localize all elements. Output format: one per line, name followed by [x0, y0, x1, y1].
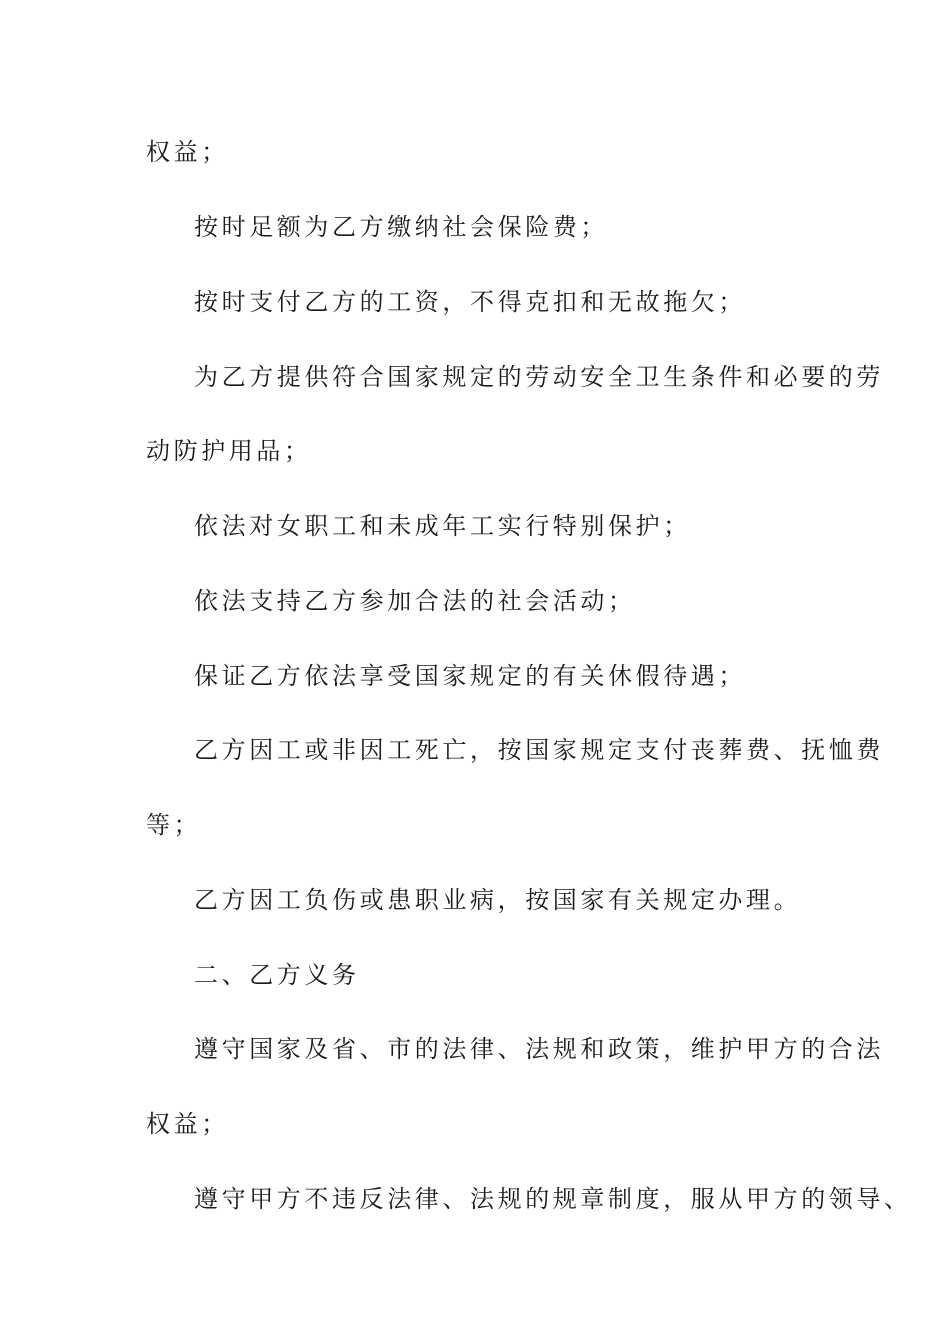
text-line-7: 依法支持乙方参加合法的社会活动；	[194, 587, 636, 615]
text-line-9: 乙方因工或非因工死亡，按国家规定支付丧葬费、抚恤费	[194, 736, 884, 764]
text-line-1: 权益；	[146, 138, 229, 166]
text-line-8: 保证乙方依法享受国家规定的有关休假待遇；	[194, 662, 746, 690]
text-line-2: 按时足额为乙方缴纳社会保险费；	[194, 213, 608, 241]
text-line-6: 依法对女职工和未成年工实行特别保护；	[194, 512, 691, 540]
text-line-5: 动防护用品；	[146, 437, 312, 465]
text-line-11: 乙方因工负伤或患职业病，按国家有关规定办理。	[194, 886, 802, 914]
section-heading: 二、乙方义务	[194, 961, 360, 989]
text-line-13: 遵守国家及省、市的法律、法规和政策，维护甲方的合法	[194, 1035, 884, 1063]
text-line-10: 等；	[146, 811, 202, 839]
text-line-3: 按时支付乙方的工资，不得克扣和无故拖欠；	[194, 288, 746, 316]
text-line-15: 遵守甲方不违反法律、法规的规章制度，服从甲方的领导、	[194, 1185, 912, 1213]
text-line-14: 权益；	[146, 1110, 229, 1138]
text-line-4: 为乙方提供符合国家规定的劳动安全卫生条件和必要的劳	[194, 363, 884, 391]
